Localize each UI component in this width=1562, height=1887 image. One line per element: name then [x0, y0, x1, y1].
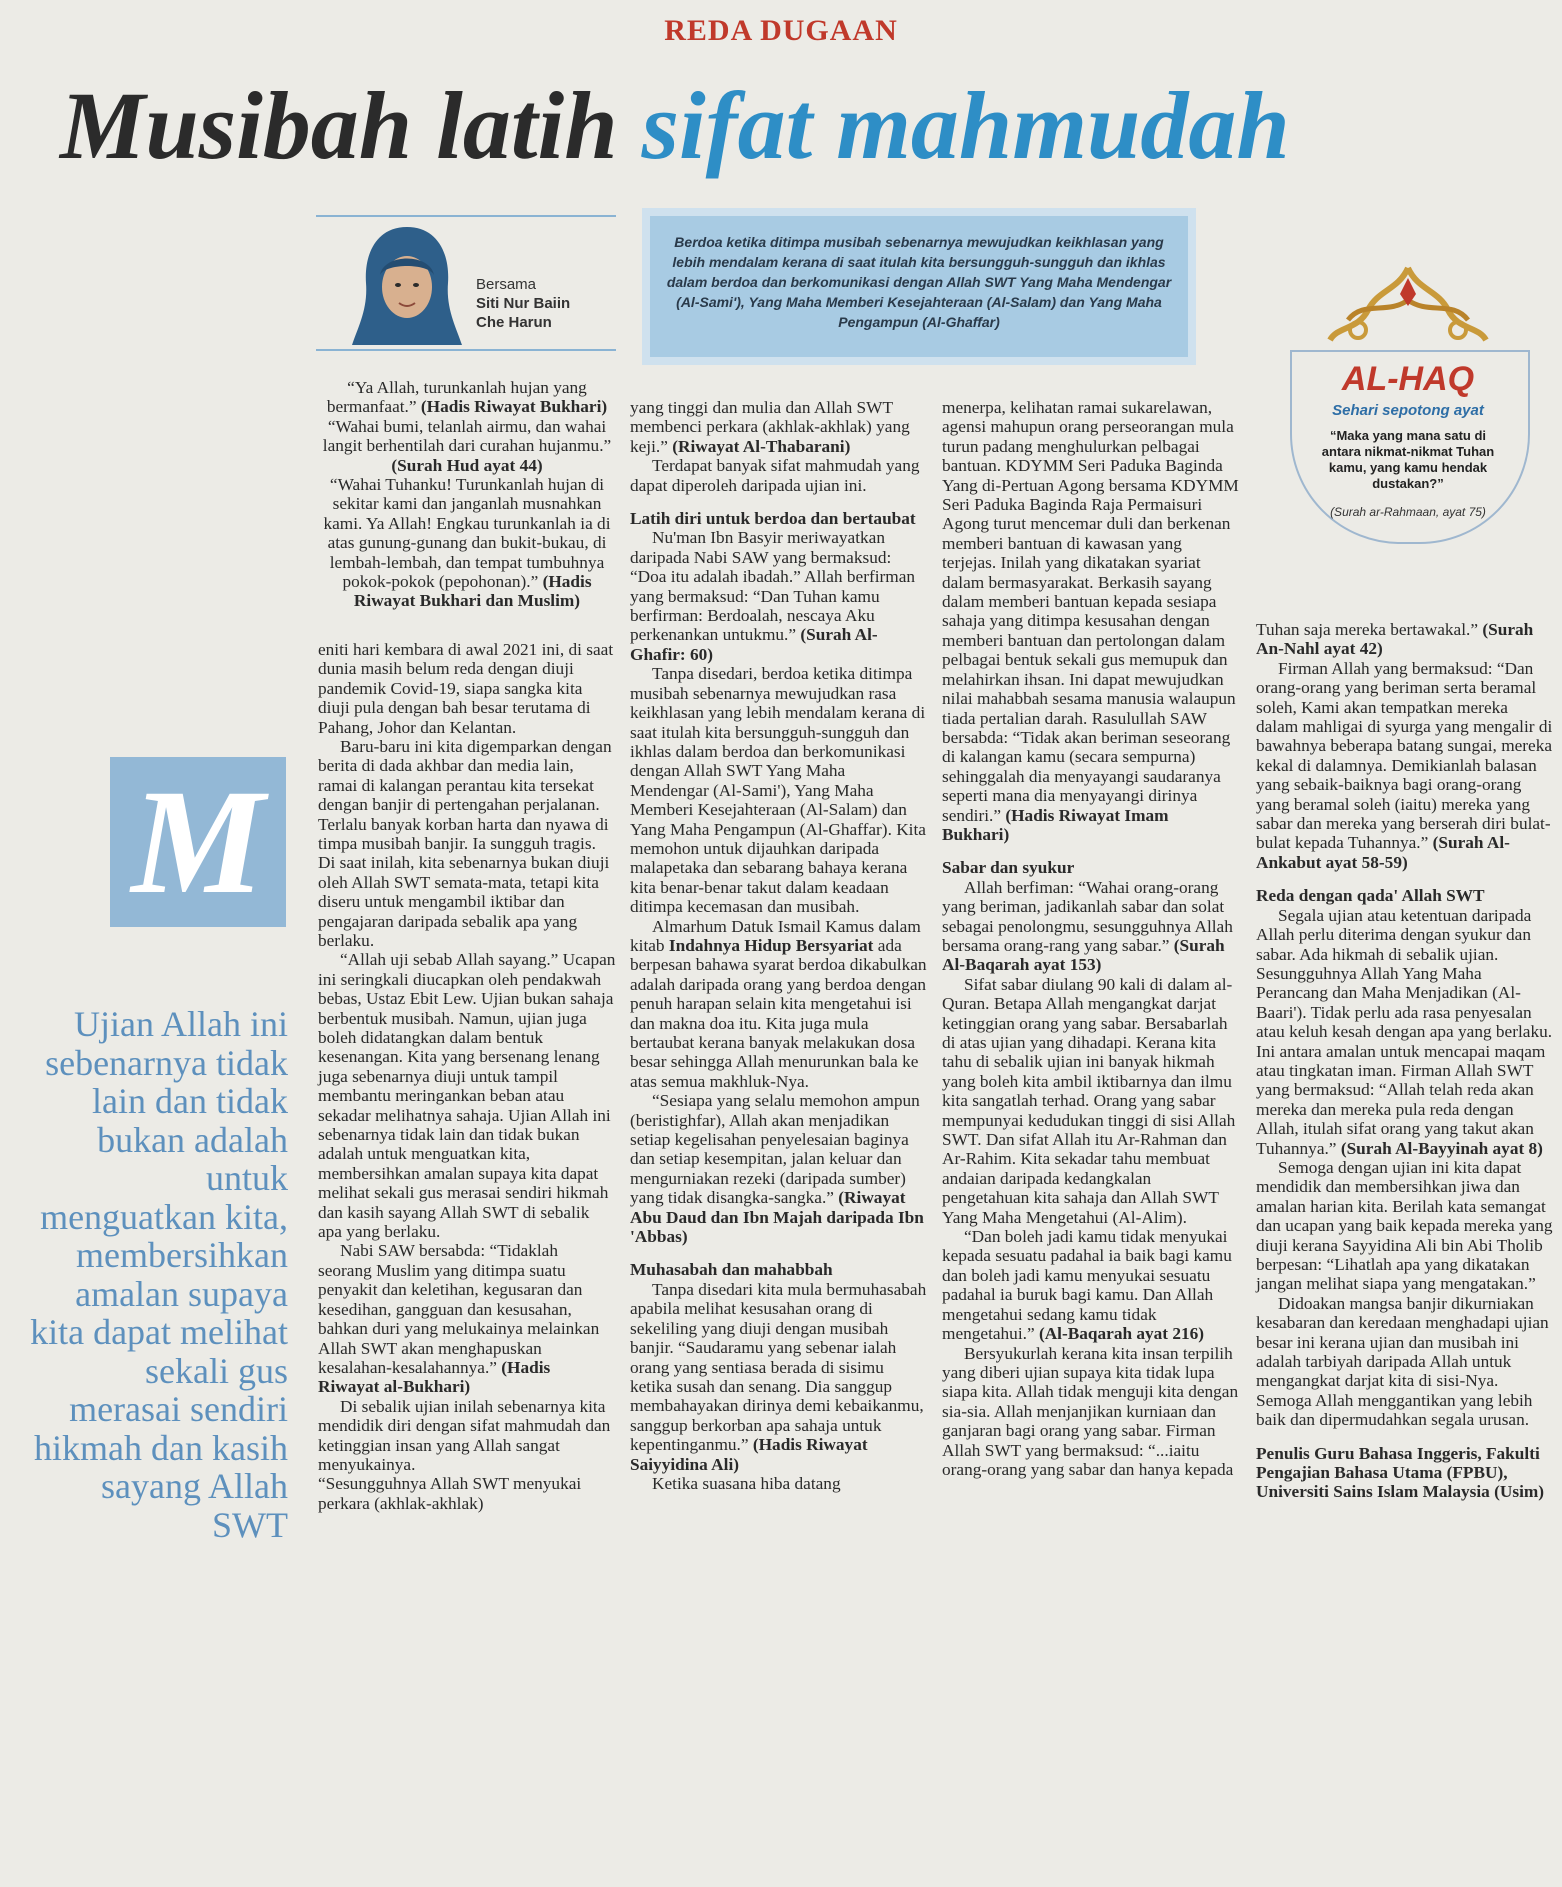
paragraph: Didoakan mangsa banjir dikurniakan kesabaran dan keredaan menghadapi ujian besar ini kerana ujian dan musibah ini adalah tarbiyah daripada Allah untuk mengangkat darjat kita di sisi-Nya. Semoga Allah menggantikan yang lebih baik dan dipermudahkan segala urusan. — [1256, 1293, 1549, 1430]
paragraph — [630, 917, 928, 1092]
paragraph-text: Firman Allah yang bermaksud: “Dan orang-orang yang beriman serta beramal soleh, Kami akan tempatkan mereka dalam mahligai di syurga yang mengalir di bawahnya beberapa batang sungai, mereka kekal di dalamnya. Demikianlah balasan yang sebaik-baiknya bagi orang-orang yang beramal soleh (iaitu) mereka yang sabar dan mereka yang berserah diri bulat-bulat kepada Tuhannya.” — [1256, 658, 1553, 853]
paragraph: Ketika suasana hiba datang — [652, 1473, 841, 1493]
article-column-4 — [1256, 620, 1554, 1502]
quote-source: (Surah Hud ayat 44) — [391, 455, 543, 475]
subheading: Muhasabah dan mahabbah — [630, 1260, 833, 1280]
paragraph — [1256, 620, 1554, 659]
paragraph-text: Allah berfiman: “Wahai orang-orang yang beriman, jadikanlah sabar dan solat sebagai penolongmu, sesungguhnya Allah bersama orang-rang yang sabar.” — [942, 877, 1233, 955]
book-title: Indahnya Hidup Bersyariat — [668, 935, 874, 955]
quote-source: (Riwayat Abu Daud dan Ibn Majah daripada Ibn 'Abbas) — [630, 1188, 924, 1247]
alhaq-quote: “Maka yang mana satu di antara nikmat-nikmat Tuhan kamu, yang kamu hendak dustakan?” — [1321, 428, 1495, 491]
alhaq-source: (Surah ar-Rahmaan, ayat 75) — [1330, 505, 1486, 519]
quote-source: (Surah Al-Baqarah ayat 153) — [942, 935, 1225, 975]
paragraph-text: “Sesiapa yang selalu memohon ampun (beristighfar), Allah akan menjadikan setiap kegelisahan penyelesaian baginya dan setiap kesempitan, jalan keluar dan mengurniakan rezeki (daripada sumber) yang tidak disangka-sangka.” — [630, 1091, 920, 1208]
paragraph — [630, 398, 928, 456]
paragraph: Terdapat banyak sifat mahmudah yang dapat diperoleh daripada ujian ini. — [630, 456, 920, 495]
paragraph — [942, 398, 1240, 844]
author-name-line1: Siti Nur Baiin — [476, 295, 571, 312]
paragraph: Sifat sabar diulang 90 kali di dalam al-Quran. Betapa Allah mengangkat darjat ketinggian orang yang sabar. Bersabarlah di atas ujian yang dihadapi. Kerana kita tahu di sebalik ujian ini banyak hikmah yang boleh kita ambil iktibarnya dan ilmu kita sangatlah terhad. Orang yang sabar mempunyai kedudukan tinggi di sisi Allah SWT. Dan sifat Allah itu Ar-Rahman dan Ar-Rahim. Kita sekadar tahu membuat andaian daripada kedangkalan pengetahuan kita sahaja dan Allah SWT Yang Maha Mengetahui (Al-Alim). — [942, 974, 1236, 1227]
paragraph: Baru-baru ini kita digemparkan dengan berita di dada akhbar dan media lain, ramai di kalangan perantau kita tersekat dengan banjir di pertengahan perjalanan. Terlalu banyak korban harta dan nyawa di timpa musibah banjir. Ia sungguh tragis. Di saat inilah, kita sebenarnya bukan diuji oleh Allah SWT semata-mata, tetapi kita diseru untuk mengambil iktibar dan pengajaran daripada sebalik apa yang berlaku. — [318, 736, 612, 950]
subheading: Sabar dan syukur — [942, 858, 1075, 878]
paragraph — [630, 1091, 928, 1246]
quote-source: (Al-Baqarah ayat 216) — [1038, 1324, 1205, 1344]
quote-hadith-2 — [318, 475, 616, 611]
paragraph — [630, 528, 928, 664]
quote-text: “Ya Allah, turunkanlah hujan yang bermanfaat.” — [326, 378, 587, 417]
paragraph: Semoga dengan ujian ini kita dapat mendidik dan membersihkan jiwa dan amalan harian kita. Berilah kata semangat dan ucapan yang baik kepada mereka yang diuji kerana Sayyidina Ali bin Abi Tholib berpesan: “Lihatlah apa yang dikatakan jangan melihat siapa yang mengatakan.” — [1256, 1157, 1553, 1294]
author-prefix: Bersama — [476, 276, 537, 293]
author-name-line2: Che Harun — [476, 314, 552, 331]
alhaq-title: AL-HAQ — [1341, 360, 1475, 398]
author-avatar — [352, 223, 462, 345]
quote-source: (Surah Al-Bayyinah ayat 8) — [1340, 1138, 1543, 1158]
quote-source: (Surah Al-Ghafir: 60) — [630, 625, 878, 664]
headline-part1: Musibah latih — [60, 72, 618, 179]
quote-source: (Hadis Riwayat Bukhari) — [420, 397, 608, 417]
paragraph-text: ada berpesan bahawa syarat berdoa dikabulkan adalah daripada orang yang berdoa dengan penuh harapan selain kita mengetahui isi dan makna doa itu. Kita juga mula bertaubat kerana banyak melakukan dosa besar sehingga Allah menurunkan bala ke atas semua makhluk-Nya. — [630, 935, 927, 1091]
paragraph — [1256, 659, 1554, 872]
paragraph-text: Tuhan saja mereka bertawakal.” — [1256, 620, 1479, 639]
headline-part2: sifat mahmudah — [641, 72, 1290, 179]
quote-source: (Riwayat Al-Thabarani) — [672, 436, 851, 456]
subheading: Latih diri untuk berdoa dan bertaubat — [630, 509, 916, 529]
paragraph-text: Tanpa disedari kita mula bermuhasabah apabila melihat kesusahan orang di sekeliling yang diuji dengan musibah banjir. “Saudaramu yang sebenar ialah orang yang sentiasa berada di sisimu ketika susah dan senang. Dia sanggup membahayakan dirinya demi kebaikanmu, sanggup berkorban apa sahaja untuk kepentinganmu.” — [630, 1279, 927, 1455]
paragraph-text: Segala ujian atau ketentuan daripada Allah perlu diterima dengan syukur dan sabar. Ada hikmah di sebalik ujian. Sesungguhnya Allah Yang Maha Perancang dan Maha Menjadikan (Al-Baari'). Tidak perlu ada rasa penyesalan atau keluh kesah dengan apa yang berlaku. Ini antara amalan untuk mencapai maqam atau tingkatan iman. Firman Allah SWT yang bermaksud: “Allah telah reda akan mereka dan mereka pula reda dengan Allah, itulah sifat orang yang takut akan Tuhannya.” — [1256, 905, 1553, 1158]
author-bio: Penulis Guru Bahasa Inggeris, Fakulti Pengajian Bahasa Utama (FPBU), Universiti Sains Islam Malaysia (Usim) — [1256, 1443, 1545, 1502]
quote-source: (Surah An-Nahl ayat 42) — [1256, 620, 1534, 659]
paragraph-text: Nabi SAW bersabda: “Tidaklah seorang Muslim yang ditimpa suatu penyakit dan keletihan, kegusaran dan kesedihan, gangguan dan kesusahan, bahkan duri yang melukainya melainkan Allah SWT akan menghapuskan kesalahan-kesalahannya.” — [318, 1241, 600, 1377]
quote-surah-hud — [318, 417, 616, 475]
paragraph: “Sesungguhnya Allah SWT menyukai perkara (akhlak-akhlak) — [318, 1474, 582, 1513]
article-column-3 — [942, 398, 1240, 1479]
paragraph: “Allah uji sebab Allah sayang.” Ucapan ini seringkali diucapkan oleh pendakwah bebas, Ustaz Ebit Lew. Ujian bukan sahaja berbentuk musibah. Namun, ujian juga boleh didatangkan dalam bentuk kesenangan. Kita yang bersenang lenang juga sebenarnya diuji untuk tampil membantu meringankan beban atau sekadar melihatnya sahaja. Ujian Allah ini sebenarnya tidak lain dan tidak bukan adalah untuk menguatkan kita, membersihkan amalan supaya kita dapat melihat sekali gus merasai sendiri hikmah dan kasih sayang Allah SWT di sebalik apa yang berlaku. — [318, 950, 616, 1242]
quote-source: (Surah Al-Ankabut ayat 58-59) — [1256, 833, 1510, 872]
paragraph-text: Nu'man Ibn Basyir meriwayatkan daripada Nabi SAW yang bermaksud: “Doa itu adalah ibadah.” Allah berfirman yang bermaksud: “Dan Tuhan kamu berfirman: Berdoalah, nescaya Aku perkenankan untukmu.” — [630, 528, 916, 645]
quote-source: (Hadis Riwayat Bukhari dan Muslim) — [353, 572, 592, 611]
paragraph: Di sebalik ujian inilah sebenarnya kita mendidik diri dengan sifat mahmudah dan ketinggian insan yang Allah sangat menyukainya. — [318, 1396, 611, 1474]
quote-source: (Hadis Riwayat Imam Bukhari) — [942, 805, 1169, 844]
quote-source: (Hadis Riwayat Saiyyidina Ali) — [630, 1435, 868, 1474]
paragraph-text: menerpa, kelihatan ramai sukarelawan, agensi mahupun orang perseorangan mula turun padang menghulurkan pelbagai bantuan. KDYMM Seri Paduka Baginda Yang di-Pertuan Agong bersama KDYMM Seri Paduka Baginda Raja Permaisuri Agong turut mencemar duli dan berkenan memberi bantuan di kawasan yang terjejas. Inilah yang dikatakan syariat dalam bermasyarakat. Berkasih sayang dalam memberi bantuan kepada sesiapa sahaja yang ditimpa kesusahan dengan memberi bantuan dan pertolongan dalam pelbagai bentuk sekali gus memupuk dan melahirkan ihsan. Ini dapat mewujudkan nilai mahabbah sesama manusia walaupun tiada pertalian darah. Rasulullah SAW bersabda: “Tidak akan beriman seseorang di kalangan kamu (secara sempurna) sehinggalah dia menyayangi saudaranya seperti mana dia menyayangi dirinya sendiri.” — [942, 398, 1239, 825]
author-text — [476, 275, 570, 332]
paragraph — [1256, 906, 1554, 1158]
subheading: Reda dengan qada' Allah SWT — [1256, 886, 1485, 906]
section-kicker: REDA DUGAAN — [664, 14, 898, 47]
paragraph-text: “Dan boleh jadi kamu tidak menyukai kepada sesuatu padahal ia baik bagi kamu dan boleh jadi kamu menyukai sesuatu padahal ia buruk bagi kamu. Dan Allah mengetahui sedang kamu tidak mengetahui.” — [942, 1227, 1232, 1344]
callout-text: Berdoa ketika ditimpa musibah sebenarnya mewujudkan keikhlasan yang lebih mendalam kerana di saat itulah kita bersungguh-sungguh dan ikhlas dalam berdoa dan berkomunikasi dengan Allah SWT Yang Maha Mendengar (Al-Sami'), Yang Maha Memberi Kesejahteraan (Al-Salam) dan Yang Maha Pengampun (Al-Ghaffar) — [666, 234, 1172, 330]
paragraph: Tanpa disedari, berdoa ketika ditimpa musibah sebenarnya mewujudkan rasa keikhlasan yang lebih mendalam kerana di saat itulah kita bersungguh-sungguh dan ikhlas dalam berdoa dan berkomunikasi dengan Allah SWT Yang Maha Mendengar (Al-Sami'), Yang Maha Memberi Kesejahteraan (Al-Salam) dan Yang Maha Pengampun (Al-Ghaffar). Kita memohon untuk dijauhkan daripada malapetaka dan sebarang bahaya kerana kita benar-benar takut dalam keadaan ditimpa kecemasan dan musibah. — [630, 664, 926, 917]
quote-hadith-1 — [318, 378, 616, 417]
callout-box — [642, 208, 1196, 365]
article-column-2 — [630, 398, 928, 1493]
article-column-1 — [318, 378, 616, 1513]
paragraph: eniti hari kembara di awal 2021 ini, di saat dunia masih belum reda dengan diuji pandemik Covid-19, siapa sangka kita diuji pula dengan bah besar terutama di Pahang, Johor dan Kelantan. — [318, 639, 614, 737]
paragraph — [942, 1227, 1240, 1343]
pull-quote: Ujian Allah ini sebenarnya tidak lain dan tidak bukan adalah untuk menguatkan kita, membersihkan amalan supaya kita dapat melihat sekali gus merasai sendiri hikmah dan kasih sayang Allah SWT — [30, 1004, 288, 1545]
paragraph: Bersyukurlah kerana kita insan terpilih yang diberi ujian supaya kita tidak lupa siapa kita. Allah tidak menguji kita dengan sia-sia. Allah menjanjikan kurniaan dan ganjaran bagi orang yang sabar. Firman Allah SWT yang bermaksud: “...iaitu orang-orang yang sabar dan hanya kepada — [942, 1343, 1239, 1479]
alhaq-subtitle: Sehari sepotong ayat — [1332, 402, 1484, 419]
author-byline — [316, 215, 616, 351]
quote-text: “Wahai Tuhanku! Turunkanlah hujan di sekitar kami dan janganlah musnahkan kami. Ya Allah! Engkau turunkanlah ia di atas gunung-gunang dan bukit-bukau, di lembah-lembah, dan tempat tumbuhnya pokok-pokok (pepohonan).” — [323, 475, 611, 592]
paragraph-text: yang tinggi dan mulia dan Allah SWT membenci perkara (akhlak-akhlak) yang keji.” — [630, 398, 910, 456]
quote-source: (Hadis Riwayat al-Bukhari) — [318, 1357, 551, 1397]
paragraph-text: Almarhum Datuk Ismail Kamus dalam kitab — [630, 916, 921, 955]
alhaq-box — [1290, 260, 1532, 550]
paragraph — [630, 1280, 928, 1474]
ornament-icon — [1318, 260, 1498, 360]
paragraph — [942, 878, 1240, 975]
headline — [60, 70, 1290, 181]
drop-cap: M — [110, 757, 286, 927]
quote-text: “Wahai bumi, telanlah airmu, dan wahai langit berhentilah dari curahan hujanmu.” — [322, 416, 612, 456]
paragraph — [318, 1241, 616, 1396]
